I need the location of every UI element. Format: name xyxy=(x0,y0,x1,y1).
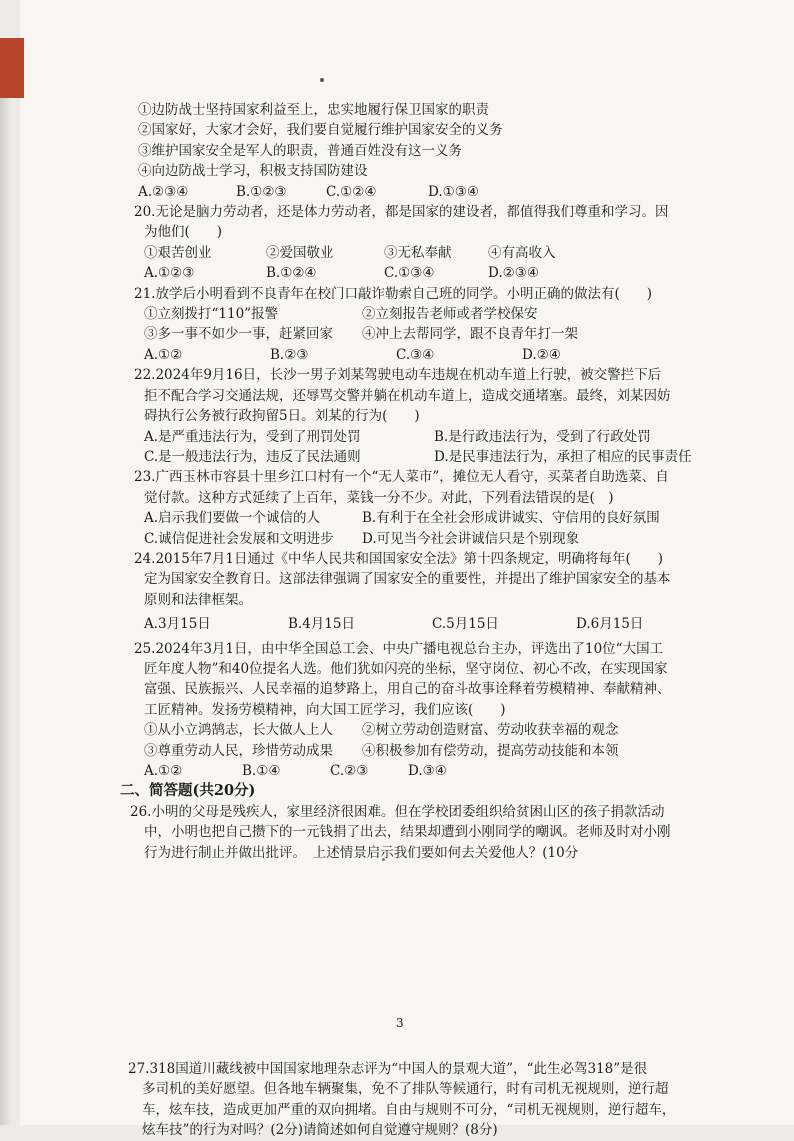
question-25 xyxy=(134,639,723,782)
question-stem: 原则和法律框架。 xyxy=(144,591,252,608)
option-a: A.①② xyxy=(144,763,183,779)
question-stem: 中，小明也把自己攒下的一元钱捐了出去，结果却遭到小刚同学的嘲讽。老师及时对小刚 xyxy=(144,824,671,841)
option-c: C.①②④ xyxy=(326,183,377,200)
question-stem: 23.广西玉林市容县十里乡江口村有一个“无人菜市”，摊位无人看守，买菜者自助选菜、自 xyxy=(134,469,669,486)
page-shadow xyxy=(0,98,12,1125)
question-stem: 21.放学后小明看到不良青年在校门口敲诈勒索自己班的同学。小明正确的做法有( ) xyxy=(134,285,653,302)
option-d: D.②④ xyxy=(522,346,561,363)
option-b: B.①④ xyxy=(242,763,281,779)
option-c: C.②③ xyxy=(330,763,369,779)
question-27 xyxy=(128,1059,723,1141)
choice-item: ③维护国家安全是军人的职责，普通百姓没有这一义务 xyxy=(138,142,462,159)
question-21 xyxy=(134,284,723,366)
option-b: B.有利于在全社会形成讲诚实、守信用的良好氛围 xyxy=(362,510,660,527)
choice-item: ①从小立鸿鹄志，长大做人上人 xyxy=(144,722,333,739)
page-number: 3 xyxy=(396,1016,404,1030)
question-stem: 觉付款。这种方式延续了上百年，菜钱一分不少。对此，下列看法错误的是( ) xyxy=(144,489,614,506)
choice-item: ④有高收入 xyxy=(488,244,556,261)
question-stem: 22.2024年9月16日，长沙一男子刘某驾驶电动车违规在机动车道上行驶，被交警拦下后 xyxy=(134,367,662,384)
answer-options xyxy=(134,447,723,467)
answer-options xyxy=(134,263,723,283)
question-stem: 碍执行公务被行政拘留5日。刘某的行为( ) xyxy=(144,408,420,425)
question-stem: 多司机的美好愿望。但各地车辆聚集，免不了排队等候通行，时有司机无视规则，逆行超 xyxy=(142,1081,669,1098)
choice-item: ①艰苦创业 xyxy=(144,244,212,261)
question-stem: 匠年度人物”和40位提名人选。他们犹如闪亮的坐标，坚守岗位、初心不改，在实现国家 xyxy=(144,660,668,677)
option-a: A.①②③ xyxy=(144,265,195,282)
binder-edge-mark xyxy=(0,38,24,98)
answer-space xyxy=(138,863,723,1059)
question-stem: 26.小明的父母是残疾人，家里经济很困难。但在学校团委组织给贫困山区的孩子捐款活动 xyxy=(130,803,665,820)
option-d: D.③④ xyxy=(408,763,447,779)
option-a: A.①② xyxy=(144,346,183,363)
choice-item: ④冲上去帮同学，跟不良青年打一架 xyxy=(362,326,578,343)
choice-item: ①边防战士坚持国家利益至上，忠实地履行保卫国家的职责 xyxy=(138,102,489,118)
question-24 xyxy=(134,549,723,635)
question-stem: 富强、民族振兴、人民幸福的追梦路上，用自己的奋斗故事诠释着劳模精神、奉献精神、 xyxy=(144,681,671,698)
question-stem: 定为国家安全教育日。这部法律强调了国家安全的重要性，并提出了维护国家安全的基本 xyxy=(144,571,671,588)
option-d: D.是民事违法行为，承担了相应的民事责任 xyxy=(434,448,692,465)
question-stem: 工匠精神。发扬劳模精神，向大国工匠学习，我们应该( ) xyxy=(144,701,506,718)
option-b: B.②③ xyxy=(270,346,309,363)
option-d: D.②③④ xyxy=(488,265,539,282)
question-stem: 拒不配合学习交通法规，还辱骂交警并躺在机动车道上，造成交通堵塞。最终，刘某因妨 xyxy=(144,387,671,404)
choice-item: ③无私奉献 xyxy=(384,244,452,261)
choice-item: ②树立劳动创造财富、劳动收获幸福的观念 xyxy=(362,722,619,739)
question-stem: 炫车技”的行为对吗？(2分)请简述如何自觉遵守规则？(8分) xyxy=(142,1122,498,1139)
choice-items xyxy=(134,324,723,344)
answer-options xyxy=(134,614,723,634)
option-a: A.②③④ xyxy=(138,183,189,200)
option-a: A.启示我们要做一个诚信的人 xyxy=(144,510,321,527)
answer-options xyxy=(134,508,723,528)
choice-item: ③多一事不如少一事，赶紧回家 xyxy=(144,326,333,343)
choice-items xyxy=(134,304,723,324)
option-b: B.是行政违法行为，受到了行政处罚 xyxy=(434,428,651,445)
choice-item: ①立刻拨打“110”报警 xyxy=(144,306,279,323)
choice-items xyxy=(134,741,723,761)
answer-options xyxy=(134,529,723,549)
option-a: A.是严重违法行为，受到了刑罚处罚 xyxy=(144,428,361,445)
question-stem: 25.2024年3月1日，由中华全国总工会、中央广播电视总台主办，评选出了10位“大国工 xyxy=(134,640,664,657)
choice-item: ③尊重劳动人民，珍惜劳动成果 xyxy=(144,742,333,759)
choice-item: ②立刻报告老师或者学校保安 xyxy=(362,306,538,323)
option-c: C.诚信促进社会发展和文明进步 xyxy=(144,530,334,547)
question-19 xyxy=(138,100,723,202)
question-stem: 20.无论是脑力劳动者，还是体力劳动者，都是国家的建设者，都值得我们尊重和学习。因 xyxy=(134,204,669,221)
option-c: C.是一般违法行为，违反了民法通则 xyxy=(144,448,361,465)
question-23 xyxy=(134,467,723,549)
question-20 xyxy=(134,202,723,284)
option-b: B.①②③ xyxy=(236,183,287,200)
choice-item: ④积极参加有偿劳动，提高劳动技能和本领 xyxy=(362,742,619,759)
question-stem: 27.318国道川藏线被中国国家地理杂志评为“中国人的景观大道”，“此生必驾318”是很 xyxy=(128,1061,648,1078)
choice-items xyxy=(134,720,723,740)
question-22 xyxy=(134,365,723,467)
answer-options xyxy=(134,761,723,781)
answer-options xyxy=(134,345,723,365)
option-d: D.①③④ xyxy=(428,183,479,200)
option-c: C.③④ xyxy=(396,346,435,363)
question-stem: 行为进行制止并做出批评。 上述情景启示我们要如何去关爱他人？(10分 xyxy=(144,844,579,861)
option-c: C.5月15日 xyxy=(432,616,499,633)
choice-item: ②国家好，大家才会好，我们要自觉履行维护国家安全的义务 xyxy=(138,122,503,139)
question-stem: 车，炫车技，造成更加严重的双向拥堵。自由与规则不可分，“司机无视规则，逆行超车， xyxy=(142,1101,676,1118)
choice-item: ②爱国敬业 xyxy=(266,244,334,261)
option-c: C.①③④ xyxy=(384,265,435,282)
question-stem: 为他们( ) xyxy=(144,224,223,241)
answer-options xyxy=(138,182,723,202)
option-d: D.6月15日 xyxy=(576,616,644,633)
option-a: A.3月15日 xyxy=(144,616,211,633)
ink-dot xyxy=(320,78,324,82)
choice-item: ④向边防战士学习，积极支持国防建设 xyxy=(138,163,368,180)
option-b: B.4月15日 xyxy=(288,616,355,633)
section-heading: 二、简答题(共20分) xyxy=(120,782,256,800)
option-d: D.可见当今社会讲诚信只是个别现象 xyxy=(362,530,580,547)
answer-options xyxy=(134,427,723,447)
choice-items xyxy=(134,243,723,263)
option-b: B.①②④ xyxy=(266,265,317,282)
question-26 xyxy=(130,802,723,863)
question-stem: 24.2015年7月1日通过《中华人民共和国国家安全法》第十四条规定，明确将每年( ) xyxy=(134,550,664,567)
question-content xyxy=(120,100,723,1141)
